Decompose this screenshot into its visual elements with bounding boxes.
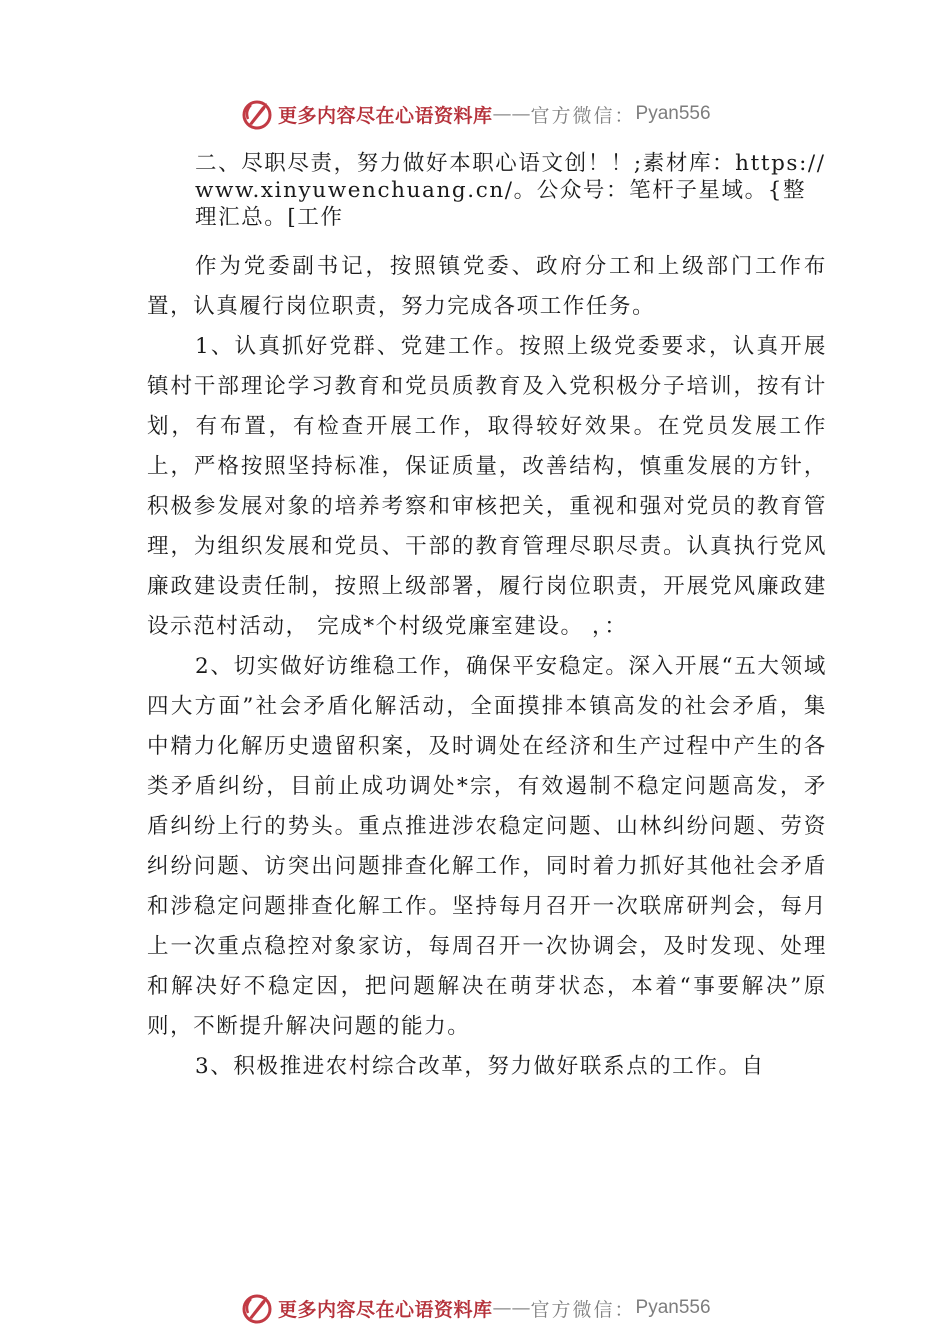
pen-nib-logo-icon bbox=[240, 97, 274, 131]
banner-brand: 更多内容尽在心语资料库 bbox=[278, 1298, 493, 1321]
banner-wechat-label: 官方微信： bbox=[530, 1298, 636, 1321]
paragraph-stability: 2、切实做好访维稳工作，确保平安稳定。深入开展“五大领域四大方面”社会矛盾化解活动，全面摸排本镇高发的社会矛盾，集中精力化解历史遗留积案，及时调处在经济和生产过程中产生的各类矛盾纠纷，目前止成功调处*宗，有效遏制不稳定问题高发，矛盾纠纷上行的势头。重点推进涉农稳定问题、山林纠纷问题、劳资纠纷问题、访突出问题排查化解工作，同时着力抓好其他社会矛盾和涉稳定问题排查化解工作。坚持每月召开一次联席研判会，每月上一次重点稳控对象家访，每周召开一次协调会，及时发现、处理和解决好不稳定因，把问题解决在萌芽状态，本着“事要解决”原则，不断提升解决问题的能力。 bbox=[147, 654, 827, 1039]
paragraph-party-building: 1、认真抓好党群、党建工作。按照上级党委要求，认真开展镇村干部理论学习教育和党员质教育及入党积极分子培训，按有计划，有布置，有检查开展工作，取得较好效果。在党员发展工作上，严格按照坚持标准，保证质量，改善结构，慎重发展的方针，积极参发展对象的培养考察和审核把关，重视和强对党员的教育管理，为组织发展和党员、干部的教育管理尽职尽责。认真执行党风廉政建设责任制，按照上级部署，履行岗位职责，开展党风廉政建设示范村活动， 完成*个村级党廉室建设。 ，： bbox=[147, 334, 827, 639]
paragraph-intro: 作为党委副书记，按照镇党委、政府分工和上级部门工作布置，认真履行岗位职责，努力完成各项工作任务。 bbox=[147, 254, 827, 319]
header-banner bbox=[240, 96, 760, 132]
pen-nib-logo-icon bbox=[240, 1291, 274, 1325]
footer-banner bbox=[240, 1290, 760, 1326]
banner-brand: 更多内容尽在心语资料库 bbox=[278, 104, 493, 127]
section-heading: 二、尽职尽责，努力做好本职心语文创！！;素材库：https://www.xinyuwenchuang.cn/。公众号：笔杆子星域。{整理汇总。[工作 bbox=[195, 151, 826, 230]
paragraph-rural-reform: 3、积极推进农村综合改革，努力做好联系点的工作。自 bbox=[195, 1054, 765, 1079]
banner-wechat-id: Pyan556 bbox=[635, 103, 711, 124]
banner-dash: —— bbox=[492, 1297, 531, 1319]
banner-dash: —— bbox=[492, 103, 531, 125]
document-body bbox=[147, 150, 827, 1087]
banner-wechat-label: 官方微信： bbox=[530, 104, 636, 127]
banner-wechat-id: Pyan556 bbox=[635, 1297, 711, 1318]
